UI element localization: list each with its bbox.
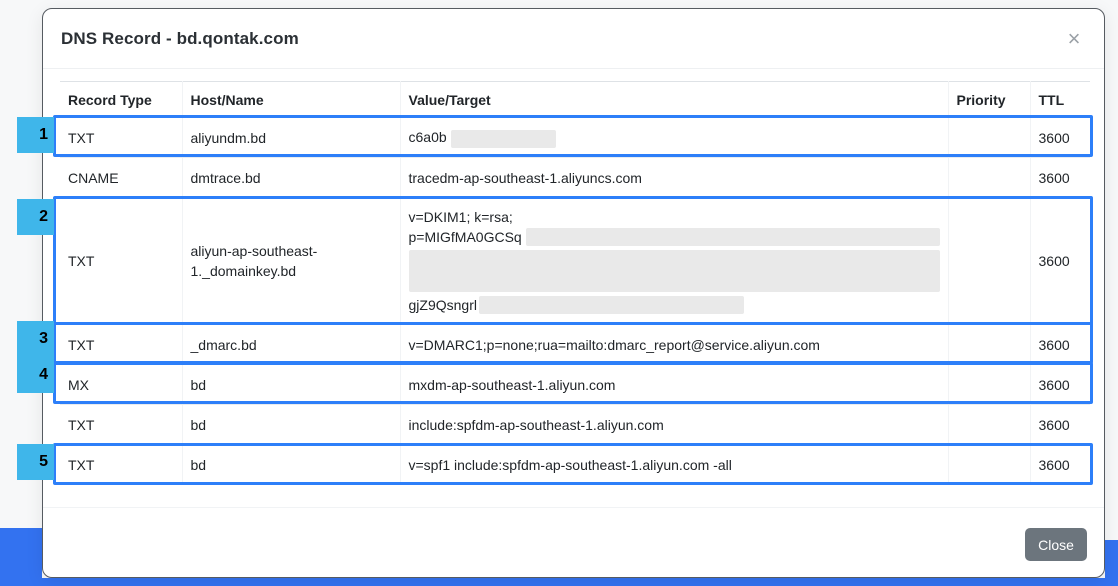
host-cell: aliyun-ap-southeast-1._domainkey.bd [182,198,400,325]
close-button[interactable]: Close [1025,528,1087,561]
table-header-row [60,82,1090,118]
value-cell: v=spf1 include:spfdm-ap-southeast-1.aliyun.com -all [400,445,948,485]
dns-record-modal [42,8,1105,578]
modal-header [43,9,1104,69]
annotation-badge-4: 4 [17,357,54,393]
record-type-cell: MX [60,365,182,405]
record-type-cell: TXT [60,405,182,445]
ttl-cell: 3600 [1030,325,1090,365]
table-row [60,365,1090,405]
ttl-cell: 3600 [1030,365,1090,405]
page-footer-accent-bottom [0,578,1118,586]
priority-cell [948,405,1030,445]
modal-title: DNS Record - bd.qontak.com [61,28,299,48]
annotation-badge-2: 2 [17,199,54,235]
redacted-value [479,296,744,314]
value-line-4 [409,295,940,315]
ttl-cell: 3600 [1030,118,1090,158]
column-header-record-type: Record Type [60,82,182,118]
close-x-icon[interactable]: × [1060,25,1088,53]
ttl-cell: 3600 [1030,445,1090,485]
value-line-2 [409,227,940,247]
priority-cell [948,325,1030,365]
priority-cell [948,365,1030,405]
host-cell: dmtrace.bd [182,158,400,198]
table-row [60,118,1090,158]
value-cell: include:spfdm-ap-southeast-1.aliyun.com [400,405,948,445]
column-header-priority: Priority [948,82,1030,118]
record-type-cell: TXT [60,118,182,158]
host-cell: _dmarc.bd [182,325,400,365]
record-type-cell: CNAME [60,158,182,198]
column-header-ttl: TTL [1030,82,1090,118]
table-row [60,405,1090,445]
priority-cell [948,198,1030,325]
value-cell: mxdm-ap-southeast-1.aliyun.com [400,365,948,405]
ttl-cell: 3600 [1030,198,1090,325]
record-type-cell: TXT [60,198,182,325]
priority-cell [948,158,1030,198]
host-cell: aliyundm.bd [182,118,400,158]
ttl-cell: 3600 [1030,158,1090,198]
value-text: p=MIGfMA0GCSq [408,229,522,245]
priority-cell [948,118,1030,158]
table-row [60,445,1090,485]
priority-cell [948,445,1030,485]
value-cell [400,198,948,325]
value-text: c6a0b [408,129,447,146]
record-type-cell: TXT [60,325,182,365]
table-row [60,158,1090,198]
table-row [60,325,1090,365]
column-header-value-target: Value/Target [400,82,948,118]
page-footer-accent-right [1105,540,1118,586]
value-text: gjZ9Qsngrl [408,297,477,313]
column-header-host-name: Host/Name [182,82,400,118]
redacted-value-block [409,250,940,292]
host-cell: bd [182,405,400,445]
value-line-1: v=DKIM1; k=rsa; [408,209,513,225]
host-cell: bd [182,365,400,405]
modal-footer [43,507,1104,577]
redacted-value [451,130,556,148]
value-cell: tracedm-ap-southeast-1.aliyuncs.com [400,158,948,198]
table-row [60,198,1090,325]
redacted-value [526,228,940,246]
value-cell: v=DMARC1;p=none;rua=mailto:dmarc_report@service.aliyun.com [400,325,948,365]
annotation-badge-1: 1 [17,117,54,153]
annotation-badge-3: 3 [17,321,54,357]
value-cell [400,118,948,158]
annotation-badge-5: 5 [17,444,54,480]
ttl-cell: 3600 [1030,405,1090,445]
host-cell: bd [182,445,400,485]
dns-record-table [60,81,1090,485]
record-type-cell: TXT [60,445,182,485]
